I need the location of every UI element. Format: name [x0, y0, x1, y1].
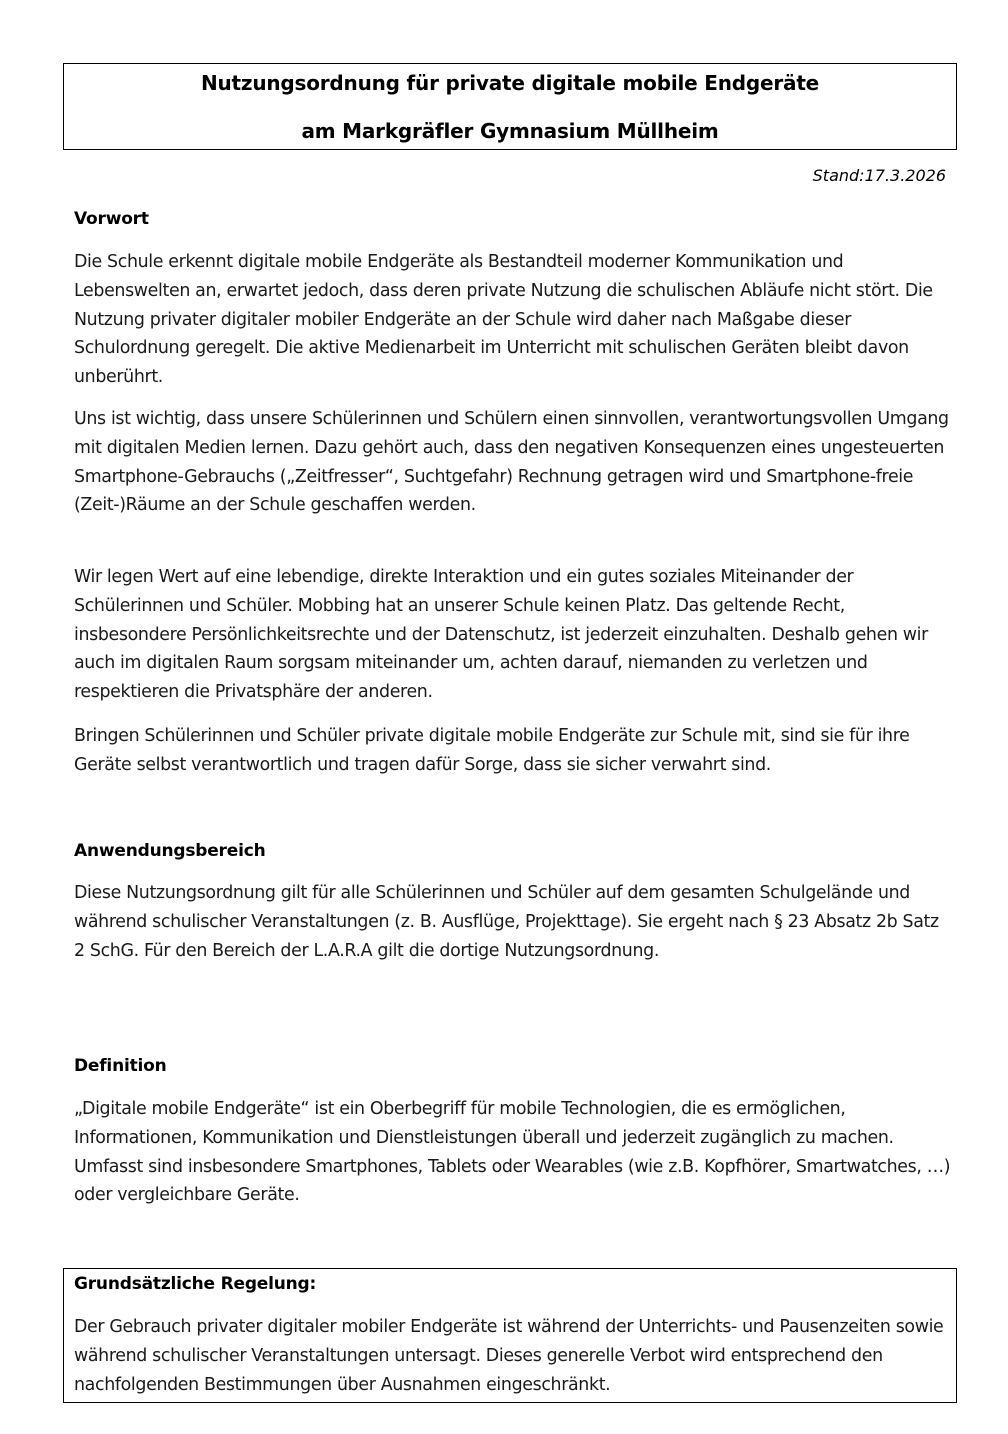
vorwort-paragraph-3: Wir legen Wert auf eine lebendige, direkte Interaktion und ein gutes soziales Miteinander der Schülerinnen und Schüler. Mobbing hat an unserer Schule keinen Platz. Das geltende Recht, insbesondere Persönlichkeitsrechte und der Datenschutz, ist jederzeit einzuhalten. Deshalb gehen wir auch im digitalen Raum sorgsam miteinander um, achten darauf, niemanden zu verletzen und respektieren die Privatsphäre der anderen. — [74, 567, 928, 703]
document-title-line-1: Nutzungsordnung für private digitale mobile Endgeräte — [200, 71, 820, 95]
definition-paragraph: „Digitale mobile Endgeräte“ ist ein Oberbegriff für mobile Technologien, die es ermöglichen, Informationen, Kommunikation und Dienstleistungen überall und jederzeit zugänglich zu machen. Umfasst sind insbesondere Smartphones, Tablets oder Wearables (wie z.B. Kopfhörer, Smartwatches, …) oder vergleichbare Geräte. — [74, 1099, 951, 1206]
vorwort-paragraph-2: Uns ist wichtig, dass unsere Schülerinnen und Schülern einen sinnvollen, verantwortungsvollen Umgang mit digitalen Medien lernen. Dazu gehört auch, dass den negativen Konsequenzen eines ungesteuerten Smartphone-Gebrauchs („Zeitfresser“, Suchtgefahr) Rechnung getragen wird und Smartphone-freie (Zeit-)Räume an der Schule geschaffen werden. — [74, 409, 949, 516]
heading-definition: Definition — [74, 1056, 167, 1076]
heading-grundsaetzliche-regelung: Grundsätzliche Regelung: — [74, 1274, 317, 1294]
document-title-line-2: am Markgräfler Gymnasium Müllheim — [301, 119, 719, 143]
regelung-paragraph: Der Gebrauch privater digitaler mobiler Endgeräte ist während der Unterrichts- und Pausenzeiten sowie während schulischer Veranstaltungen untersagt. Dieses generelle Verbot wird entsprechend den nachfolgenden Bestimmungen über Ausnahmen eingeschränkt. — [74, 1317, 944, 1395]
heading-anwendungsbereich: Anwendungsbereich — [74, 841, 266, 861]
anwendungsbereich-paragraph: Diese Nutzungsordnung gilt für alle Schülerinnen und Schüler auf dem gesamten Schulgelände und während schulischer Veranstaltungen (z. B. Ausflüge, Projekttage). Sie ergeht nach § 23 Absatz 2b Satz 2 SchG. Für den Bereich der L.A.R.A gilt die dortige Nutzungsordnung. — [74, 883, 939, 961]
version-date: Stand:17.3.2026 — [812, 166, 946, 185]
heading-vorwort: Vorwort — [74, 209, 149, 229]
title-box — [63, 63, 957, 150]
vorwort-paragraph-1: Die Schule erkennt digitale mobile Endgeräte als Bestandteil moderner Kommunikation und Lebenswelten an, erwartet jedoch, dass deren private Nutzung die schulischen Abläufe nicht stört. Die Nutzung privater digitaler mobiler Endgeräte an der Schule wird daher nach Maßgabe dieser Schulordnung geregelt. Die aktive Medienarbeit im Unterricht mit schulischen Geräten bleibt davon unberührt. — [74, 252, 933, 388]
vorwort-paragraph-4: Bringen Schülerinnen und Schüler private digitale mobile Endgeräte zur Schule mit, sind sie für ihre Geräte selbst verantwortlich und tragen dafür Sorge, dass sie sicher verwahrt sind. — [74, 726, 910, 775]
